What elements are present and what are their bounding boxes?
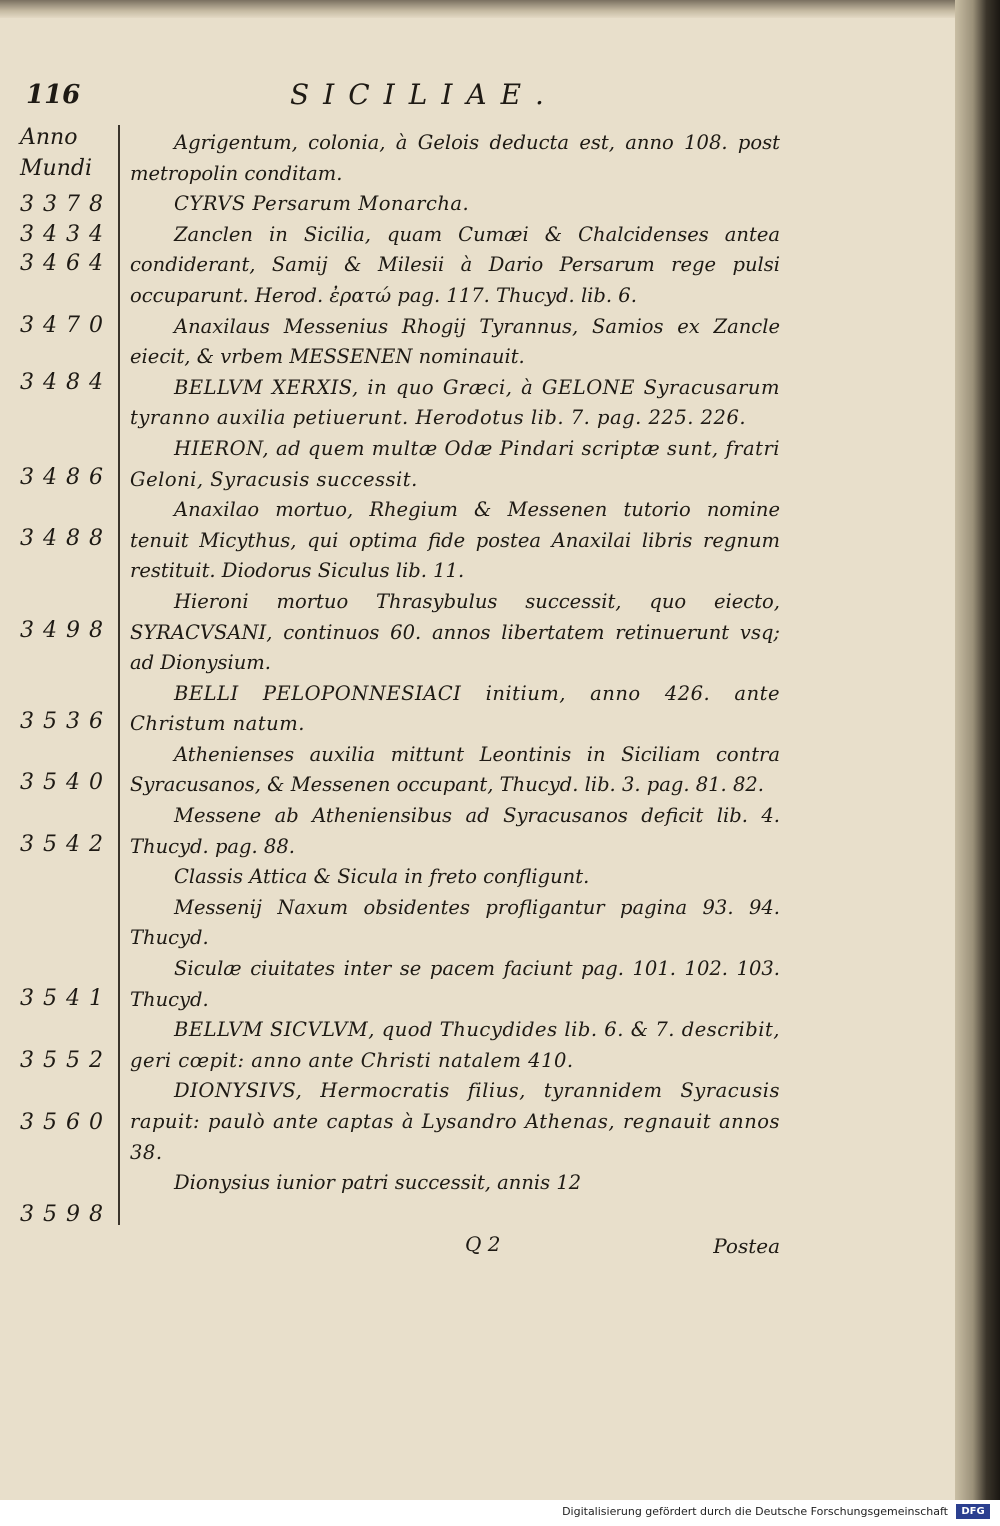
- year-label: 3378: [20, 192, 112, 217]
- chronicle-entry: HIERON, ad quem multæ Odæ Pindari scriptæ sunt, fratri Geloni, Syracusis successit.: [130, 436, 780, 491]
- chronicle-entry: Athenienses auxilia mittunt Leontinis in Siciliam contra Syracusanos, & Messenen occupant, Thucyd. lib. 3. pag. 81. 82.: [130, 742, 780, 797]
- year-label: 3552: [20, 1048, 112, 1073]
- year-label: 3434: [20, 222, 112, 247]
- chronicle-entry: Classis Attica & Sicula in freto confligunt.: [174, 865, 590, 889]
- chronicle-entry: Anaxilaus Messenius Rhogij Tyrannus, Samios ex Zancle eiecit, & vrbem MESSENEN nominauit.: [130, 314, 780, 369]
- year-label: 3486: [20, 465, 112, 490]
- year-label: 3560: [20, 1110, 112, 1135]
- year-label: 3598: [20, 1202, 112, 1227]
- chronicle-entry: CYRVS Persarum Monarcha.: [174, 192, 470, 216]
- year-label: 3498: [20, 618, 112, 643]
- year-label: 3536: [20, 709, 112, 734]
- chronicle-entry: BELLVM SICVLVM, quod Thucydides lib. 6. & 7. describit, geri cœpit: anno ante Christi natalem 410.: [130, 1018, 780, 1072]
- year-label: 3464: [20, 251, 112, 276]
- page-foot: [130, 1232, 780, 1266]
- chronicle-entry: Dionysius iunior patri successit, annis 12: [174, 1171, 582, 1195]
- chronicle-entry: Messene ab Atheniensibus ad Syracusanos deficit lib. 4. Thucyd. pag. 88.: [130, 804, 780, 858]
- chronicle-entry: Zanclen in Sicilia, quam Cumæi & Chalcidenses antea condiderant, Samij & Milesii à Dario Persarum rege pulsi occuparunt. Herod. ἐρατώ pag. 117. Thucyd. lib. 6.: [130, 222, 780, 307]
- catchword: Postea: [713, 1234, 780, 1258]
- chronicle-entry: BELLI PELOPONNESIACI initium, anno 426. ante Christum natum.: [130, 681, 780, 736]
- margin-header-anno: Anno: [20, 125, 78, 150]
- chronicle-entry: Siculæ ciuitates inter se pacem faciunt pag. 101. 102. 103. Thucyd.: [130, 957, 780, 1011]
- footer-credit: Digitalisierung gefördert durch die Deutsche Forschungsgemeinschaft: [562, 1505, 948, 1518]
- year-label: 3540: [20, 770, 112, 795]
- chronicle-entry: Hieroni mortuo Thrasybulus successit, quo eiecto, SYRACVSANI, continuos 60. annos libertatem retinuerunt vsq; ad Dionysium.: [130, 589, 780, 675]
- signature-mark: Q 2: [465, 1232, 501, 1256]
- year-label: 3470: [20, 313, 112, 338]
- page-number: 116: [26, 80, 81, 110]
- page-binding-edge: [955, 0, 1000, 1500]
- chronicle-entry: DIONYSIVS, Hermocratis filius, tyrannidem Syracusis rapuit: paulò ante captas à Lysandro Athenas, regnauit annos 38.: [130, 1079, 780, 1164]
- chronicle-entry: Anaxilao mortuo, Rhegium & Messenen tutorio nomine tenuit Micythus, qui optima fide postea Anaxilai libris regnum restituit. Diodorus Siculus lib. 11.: [130, 498, 780, 583]
- chronicle-entry: Agrigentum, colonia, à Gelois deducta est, anno 108. post metropolin conditam.: [130, 131, 780, 185]
- running-head: SICILIAE.: [290, 78, 558, 111]
- margin-header-mundi: Mundi: [20, 156, 92, 181]
- year-label: 3488: [20, 526, 112, 551]
- margin-rule: [118, 125, 120, 1225]
- year-label: 3542: [20, 832, 112, 857]
- chronicle-entry: BELLVM XERXIS, in quo Græci, à GELONE Syracusarum tyranno auxilia petiuerunt. Herodotus lib. 7. pag. 225. 226.: [130, 375, 780, 430]
- year-label: 3541: [20, 986, 112, 1011]
- dfg-logo: DFG: [956, 1504, 990, 1519]
- chronicle-entry: Messenij Naxum obsidentes profligantur pagina 93. 94. Thucyd.: [130, 895, 780, 950]
- chronicle-text: [130, 128, 780, 1199]
- page-top-edge: [0, 0, 1000, 18]
- year-label: 3484: [20, 370, 112, 395]
